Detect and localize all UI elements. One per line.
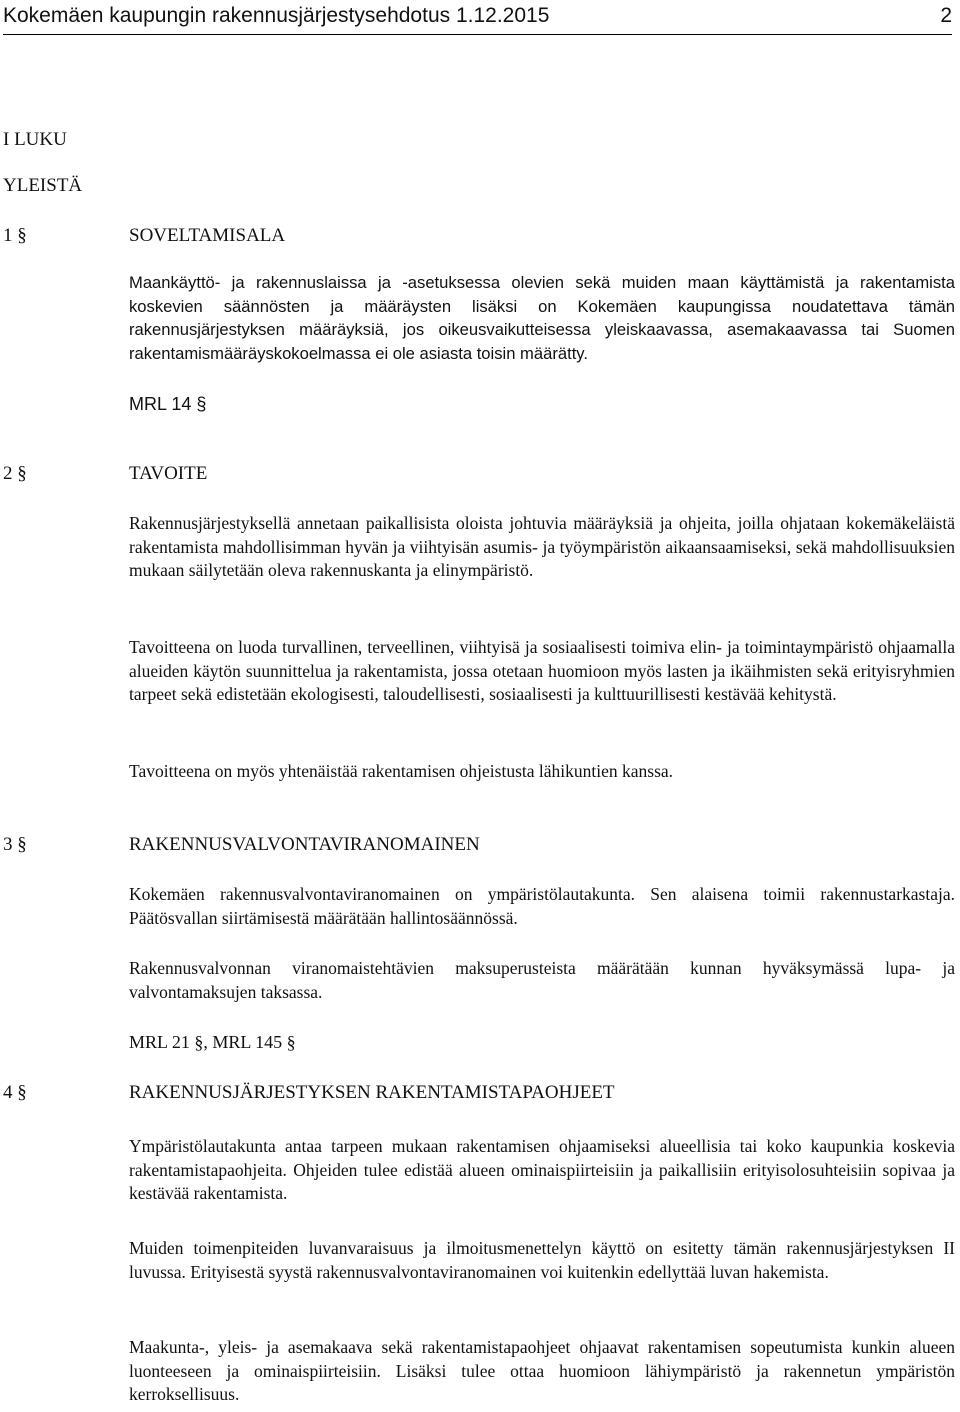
section-paragraph: Maankäyttö- ja rakennuslaissa ja -asetuksessa olevien sekä muiden maan käyttämistä ja rakentamista koskevien säännösten ja määräysten lisäksi on Kokemäen kaupungissa noudatettava tämän rakennusjärjestyksen määräyksiä, jos oikeusvaikutteisessa yleiskaavassa, asemakaavassa tai Suomen rakentamismääräyskokoelmassa ei ole asiasta toisin määrätty. — [129, 273, 955, 363]
section-paragraph: Ympäristölautakunta antaa tarpeen mukaan rakentamisen ohjaamiseksi alueellisia tai koko kaupunkia koskevia rakentamistapaohjeita. Ohjeiden tulee edistää alueen ominaispiirteisiin ja paikallisiin erityisolosuhteisiin sopivaa ja kestävää rakentamista. — [129, 1136, 955, 1204]
section-paragraph: Tavoitteena on luoda turvallinen, terveellinen, viihtyisä ja sosiaalisesti toimiva elin- ja toimintaympäristö ohjaamalla alueiden käytön suunnittelua ja rakentamista, jossa otetaan huomioon myös lasten ja ikäihmisten sekä erityisryhmien tarpeet sekä edistetään ekologisesti, taloudellisesti, sosiaalisesti ja kulttuurillisesti kestävää kehitystä. — [129, 637, 955, 705]
law-reference: MRL 14 § — [129, 394, 207, 414]
section-title: RAKENNUSVALVONTAVIRANOMAINEN — [129, 834, 480, 855]
section-number: 3 § — [3, 834, 27, 855]
chapter-title: YLEISTÄ — [3, 175, 83, 196]
section-paragraph: Rakennusjärjestyksellä annetaan paikallisista oloista johtuvia määräyksiä ja ohjeita, joilla ohjataan kokemäkeläistä rakentamista mahdollisimman hyvän ja viihtyisän asumis- ja työympäristön aikaansaamiseksi, sekä mahdollisuuksien mukaan säilytetään oleva rakennuskanta ja elinympäristö. — [129, 513, 955, 581]
section-title: SOVELTAMISALA — [129, 225, 286, 246]
section-paragraph: Kokemäen rakennusvalvontaviranomainen on ympäristölautakunta. Sen alaisena toimii rakennustarkastaja. Päätösvallan siirtämisestä määrätään hallintosäännössä. — [129, 884, 955, 928]
section-number: 4 § — [3, 1082, 27, 1103]
section-paragraph: Rakennusvalvonnan viranomaistehtävien maksuperusteista määrätään kunnan hyväksymässä lupa- ja valvontamaksujen taksassa. — [129, 958, 955, 1002]
section-number: 2 § — [3, 463, 27, 484]
law-reference: MRL 21 §, MRL 145 § — [129, 1032, 296, 1052]
section-title: TAVOITE — [129, 463, 208, 484]
page-number: 2 — [940, 4, 952, 27]
section-paragraph: Maakunta-, yleis- ja asemakaava sekä rakentamistapaohjeet ohjaavat rakentamisen sopeutumista kunkin alueen luonteeseen ja ominaispiirteisiin. Lisäksi tulee ottaa huomioon lähiympäristö ja rakennetun ympäristön kerroksellisuus. — [129, 1337, 955, 1405]
chapter-label: I LUKU — [3, 129, 67, 150]
section-title: RAKENNUSJÄRJESTYKSEN RAKENTAMISTAPAOHJEET — [129, 1082, 615, 1103]
section-paragraph: Tavoitteena on myös yhtenäistää rakentamisen ohjeistusta lähikuntien kanssa. — [129, 761, 674, 781]
document-title: Kokemäen kaupungin rakennusjärjestysehdotus 1.12.2015 — [3, 4, 550, 27]
section-number: 1 § — [3, 225, 27, 246]
section-paragraph: Muiden toimenpiteiden luvanvaraisuus ja ilmoitusmenettelyn käyttö on esitetty tämän rakennusjärjestyksen II luvussa. Erityisestä syystä rakennusvalvontaviranomainen voi kuitenkin edellyttää luvan hakemista. — [129, 1238, 955, 1282]
page-header — [3, 0, 952, 35]
